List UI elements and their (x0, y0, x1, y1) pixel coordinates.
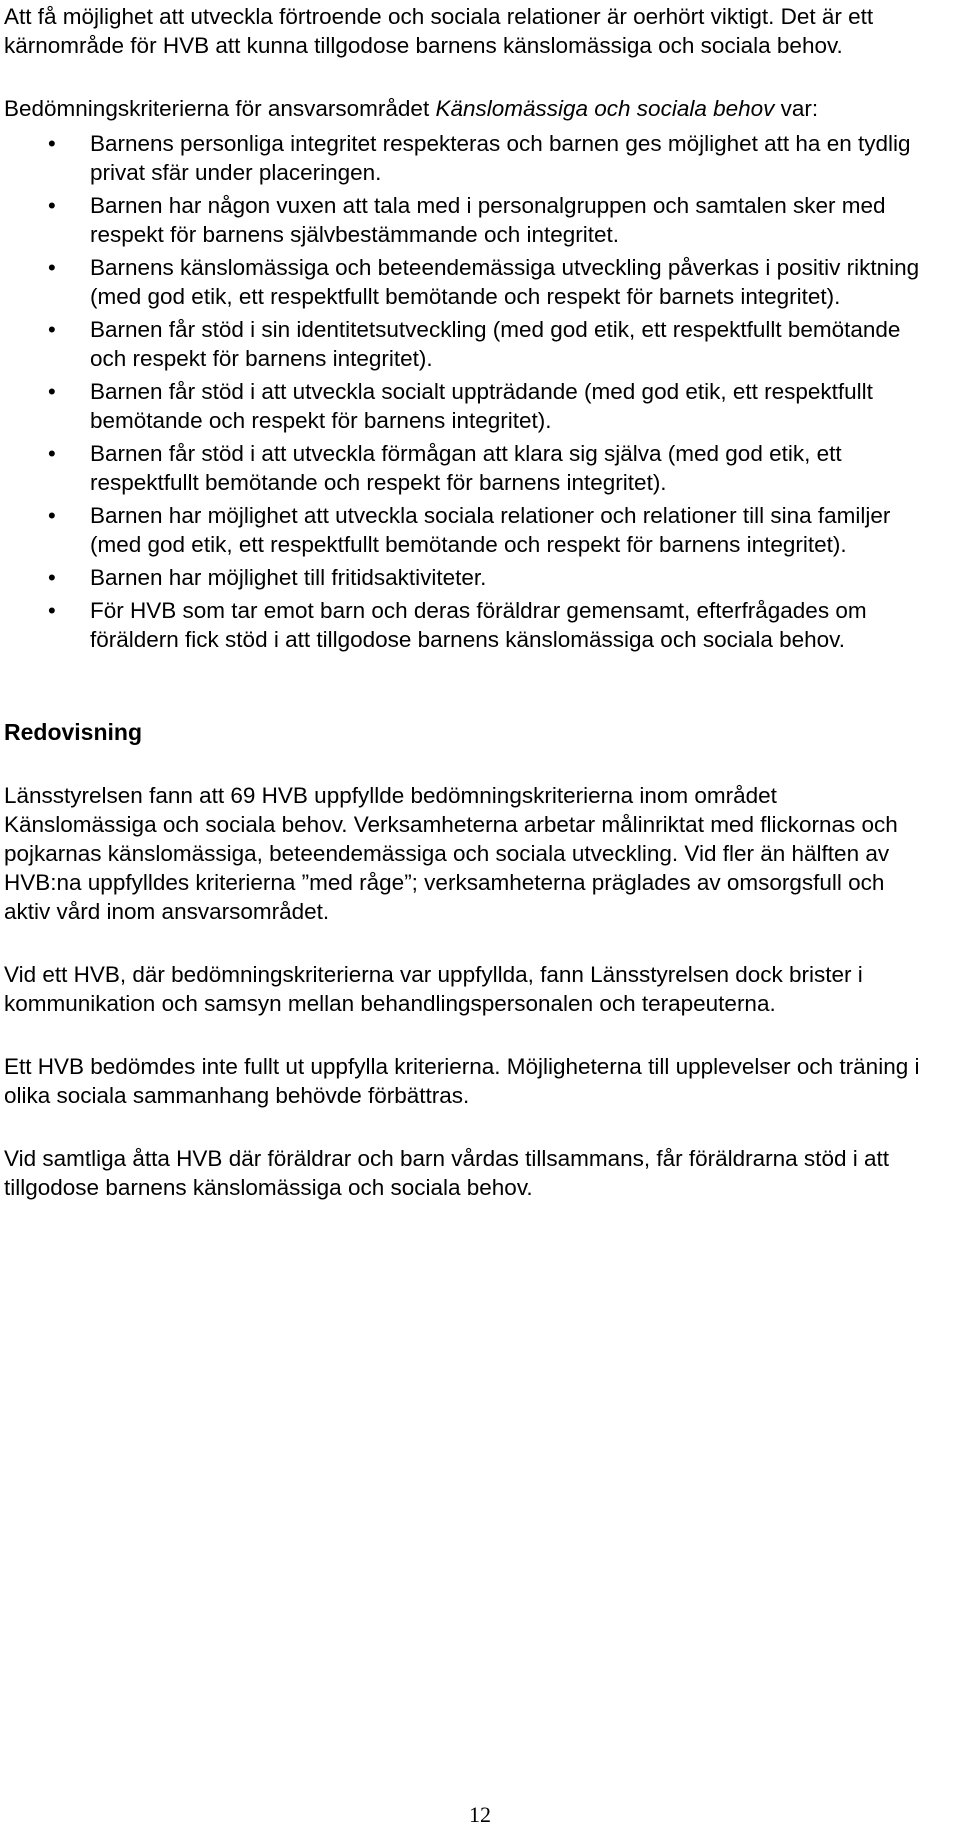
spacer (4, 1018, 934, 1052)
bullet-icon: • (48, 598, 56, 623)
spacer (4, 926, 934, 960)
criteria-item (4, 129, 934, 187)
criteria-item-text: Barnen har någon vuxen att tala med i personalgruppen och samtalen sker med respekt för barnens självbestämmande och integritet. (90, 193, 886, 247)
criteria-item (4, 596, 934, 654)
criteria-item-text: Barnens personliga integritet respekteras och barnen ges möjlighet att ha en tydlig privat sfär under placeringen. (90, 131, 911, 185)
criteria-item (4, 377, 934, 435)
bullet-icon: • (48, 255, 56, 280)
bullet-icon: • (48, 565, 56, 590)
spacer (4, 658, 934, 718)
criteria-item (4, 501, 934, 559)
criteria-item-text: Barnens känslomässiga och beteendemässiga utveckling påverkas i positiv riktning (med god etik, ett respektfullt bemötande och respekt för barnets integritet). (90, 255, 920, 309)
bullet-icon: • (48, 317, 56, 342)
criteria-item (4, 253, 934, 311)
bullet-icon: • (48, 193, 56, 218)
intro-paragraph: Att få möjlighet att utveckla förtroende och sociala relationer är oerhört viktigt. Det är ett kärnområde för HVB att kunna tillgodose barnens känslomässiga och sociala behov. (4, 4, 874, 58)
criteria-item (4, 563, 934, 592)
spacer (4, 747, 934, 781)
criteria-item (4, 191, 934, 249)
section-heading: Redovisning (4, 719, 143, 745)
body-paragraph: Länsstyrelsen fann att 69 HVB uppfyllde bedömningskriterierna inom området Känslomässiga och sociala behov. Verksamheterna arbetar målinriktat med flickornas och pojkarnas känslomässiga, beteendemässiga och sociala utveckling. Vid fler än hälften av HVB:na uppfylldes kriterierna ”med råge”; verksamheterna präglades av omsorgsfull och aktiv vård inom ansvarsområdet. (4, 783, 898, 924)
bullet-icon: • (48, 441, 56, 466)
body-paragraph: Vid samtliga åtta HVB där föräldrar och barn vårdas tillsammans, får föräldrarna stöd i att tillgodose barnens känslomässiga och sociala behov. (4, 1146, 889, 1200)
criteria-intro-suffix: var: (774, 96, 819, 121)
criteria-item-text: Barnen får stöd i sin identitetsutveckling (med god etik, ett respektfullt bemötande och respekt för barnens integritet). (90, 317, 901, 371)
criteria-item-text: Barnen får stöd i att utveckla förmågan att klara sig själva (med god etik, ett respektfullt bemötande och respekt för barnens integritet). (90, 441, 842, 495)
bullet-icon: • (48, 131, 56, 156)
criteria-intro-area: Känslomässiga och sociala behov (435, 96, 775, 121)
criteria-intro-prefix: Bedömningskriterierna för ansvarsområdet (4, 96, 436, 121)
criteria-item-text: Barnen får stöd i att utveckla socialt uppträdande (med god etik, ett respektfullt bemötande och respekt för barnens integritet). (90, 379, 873, 433)
body-paragraph: Vid ett HVB, där bedömningskriterierna var uppfyllda, fann Länsstyrelsen dock brister i kommunikation och samsyn mellan behandlingspersonalen och terapeuterna. (4, 962, 863, 1016)
criteria-list (4, 129, 934, 654)
criteria-item-text: För HVB som tar emot barn och deras föräldrar gemensamt, efterfrågades om föräldern fick stöd i att tillgodose barnens känslomässiga och sociala behov. (90, 598, 867, 652)
bullet-icon: • (48, 379, 56, 404)
bullet-icon: • (48, 503, 56, 528)
criteria-item-text: Barnen har möjlighet till fritidsaktiviteter. (90, 565, 487, 590)
spacer (4, 60, 934, 94)
criteria-item-text: Barnen har möjlighet att utveckla sociala relationer och relationer till sina familjer (med god etik, ett respektfullt bemötande och respekt för barnens integritet). (90, 503, 891, 557)
page-number: 12 (469, 1802, 491, 1827)
criteria-intro (4, 94, 934, 123)
body-paragraph: Ett HVB bedömdes inte fullt ut uppfylla kriterierna. Möjligheterna till upplevelser och träning i olika sociala sammanhang behövde förbättras. (4, 1054, 920, 1108)
criteria-item (4, 439, 934, 497)
spacer (4, 1110, 934, 1144)
criteria-item (4, 315, 934, 373)
